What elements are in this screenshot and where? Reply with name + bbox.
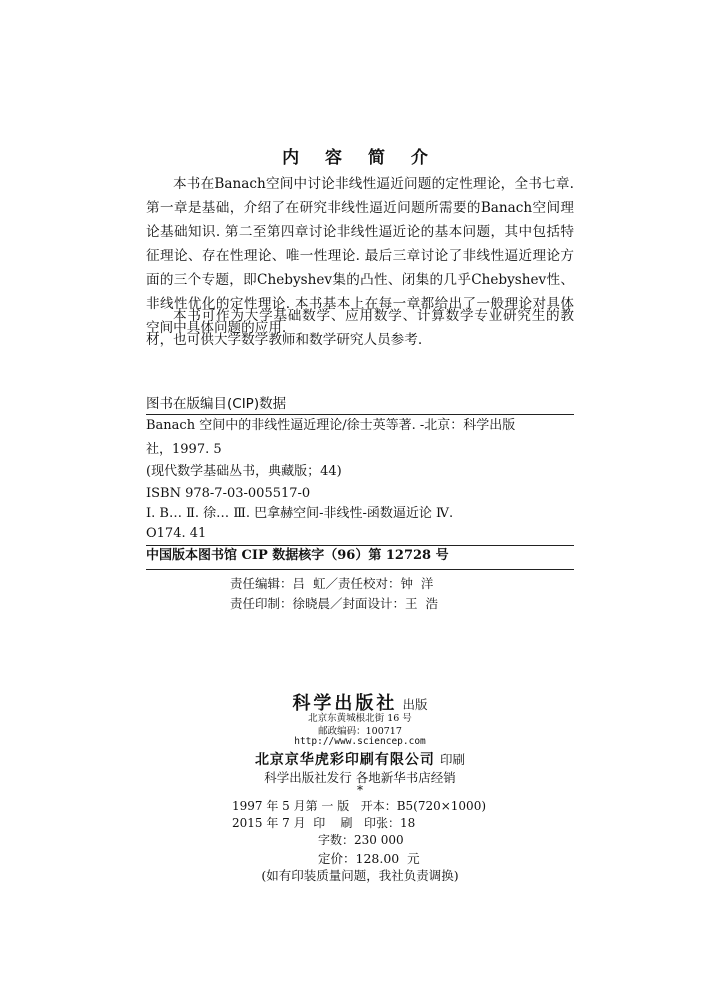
edition-price: 定价：128.00 元 xyxy=(318,851,420,866)
printer-line xyxy=(0,749,720,769)
cip-heading: 图书在版编目(CIP)数据 xyxy=(146,396,287,412)
cip-line-clc: O174. 41 xyxy=(146,526,207,541)
publisher-suffix: 出版 xyxy=(402,697,428,712)
printer-logo: 北京京华虎彩印刷有限公司 xyxy=(254,752,435,768)
publisher-address: 北京东黄城根北街 16 号 xyxy=(308,713,412,724)
edition-line-1: 1997 年 5 月第 一 版 开本：B5(720×1000) xyxy=(232,799,487,813)
staff-production: 责任印制：徐晓晨／封面设计：王 浩 xyxy=(230,596,438,611)
cip-line-isbn: ISBN 978-7-03-005517-0 xyxy=(146,486,311,501)
quality-note: (如有印装质量问题，我社负责调换) xyxy=(261,868,459,883)
staff-editors: 责任编辑：吕 虹／责任校对：钟 洋 xyxy=(230,576,434,591)
cip-line-2: 社，1997. 5 xyxy=(146,442,222,457)
publisher-logo: 科学出版社 xyxy=(292,693,398,714)
distribution-line: 科学出版社发行 各地新华书店经销 xyxy=(264,770,456,785)
cip-line-record: 中国版本图书馆 CIP 数据核字（96）第 12728 号 xyxy=(146,548,449,563)
cip-line-3: (现代数学基础丛书，典藏版；44) xyxy=(146,464,342,479)
cip-top-rule xyxy=(146,414,574,415)
publisher-postcode: 邮政编码：100717 xyxy=(318,726,402,737)
cip-line-1: Banach 空间中的非线性逼近理论/徐士英等著. -北京：科学出版 xyxy=(146,418,516,433)
cip-line-classification: Ⅰ. B… Ⅱ. 徐… Ⅲ. 巴拿赫空间-非线性-函数逼近论 Ⅳ. xyxy=(146,506,454,521)
publisher-url: http://www.sciencep.com xyxy=(294,736,426,747)
printer-suffix: 印刷 xyxy=(440,752,466,767)
cip-bottom-rule xyxy=(146,569,574,570)
summary-heading: 内 容 简 介 xyxy=(282,148,438,168)
summary-paragraph-2: 本书可作为大学基础数学、应用数学、计算数学专业研究生的教材，也可供大学数学教师和数学研究人员参考. xyxy=(146,308,574,348)
edition-line-2: 2015 年 7 月 印 刷 印张：18 xyxy=(232,816,416,830)
edition-wordcount: 字数：230 000 xyxy=(318,833,404,847)
separator-star: * xyxy=(357,783,363,797)
summary-paragraph-1: 本书在Banach空间中讨论非线性逼近问题的定性理论，全书七章. 第一章是基础，介绍了在研究非线性逼近问题所需要的Banach空间理论基础知识. 第二至第四章讨论非线性逼近论的基本问题，其中包括特征理论、存在性理论、唯一性理论. 最后三章讨论了非线性逼近理论方面的三个专题，即Chebyshev集的凸性、闭集的几乎Chebyshev性、非线性优化的定性理论. 本书基本上在每一章都给出了一般理论对具体空间中具体问题的应用. xyxy=(146,176,574,336)
